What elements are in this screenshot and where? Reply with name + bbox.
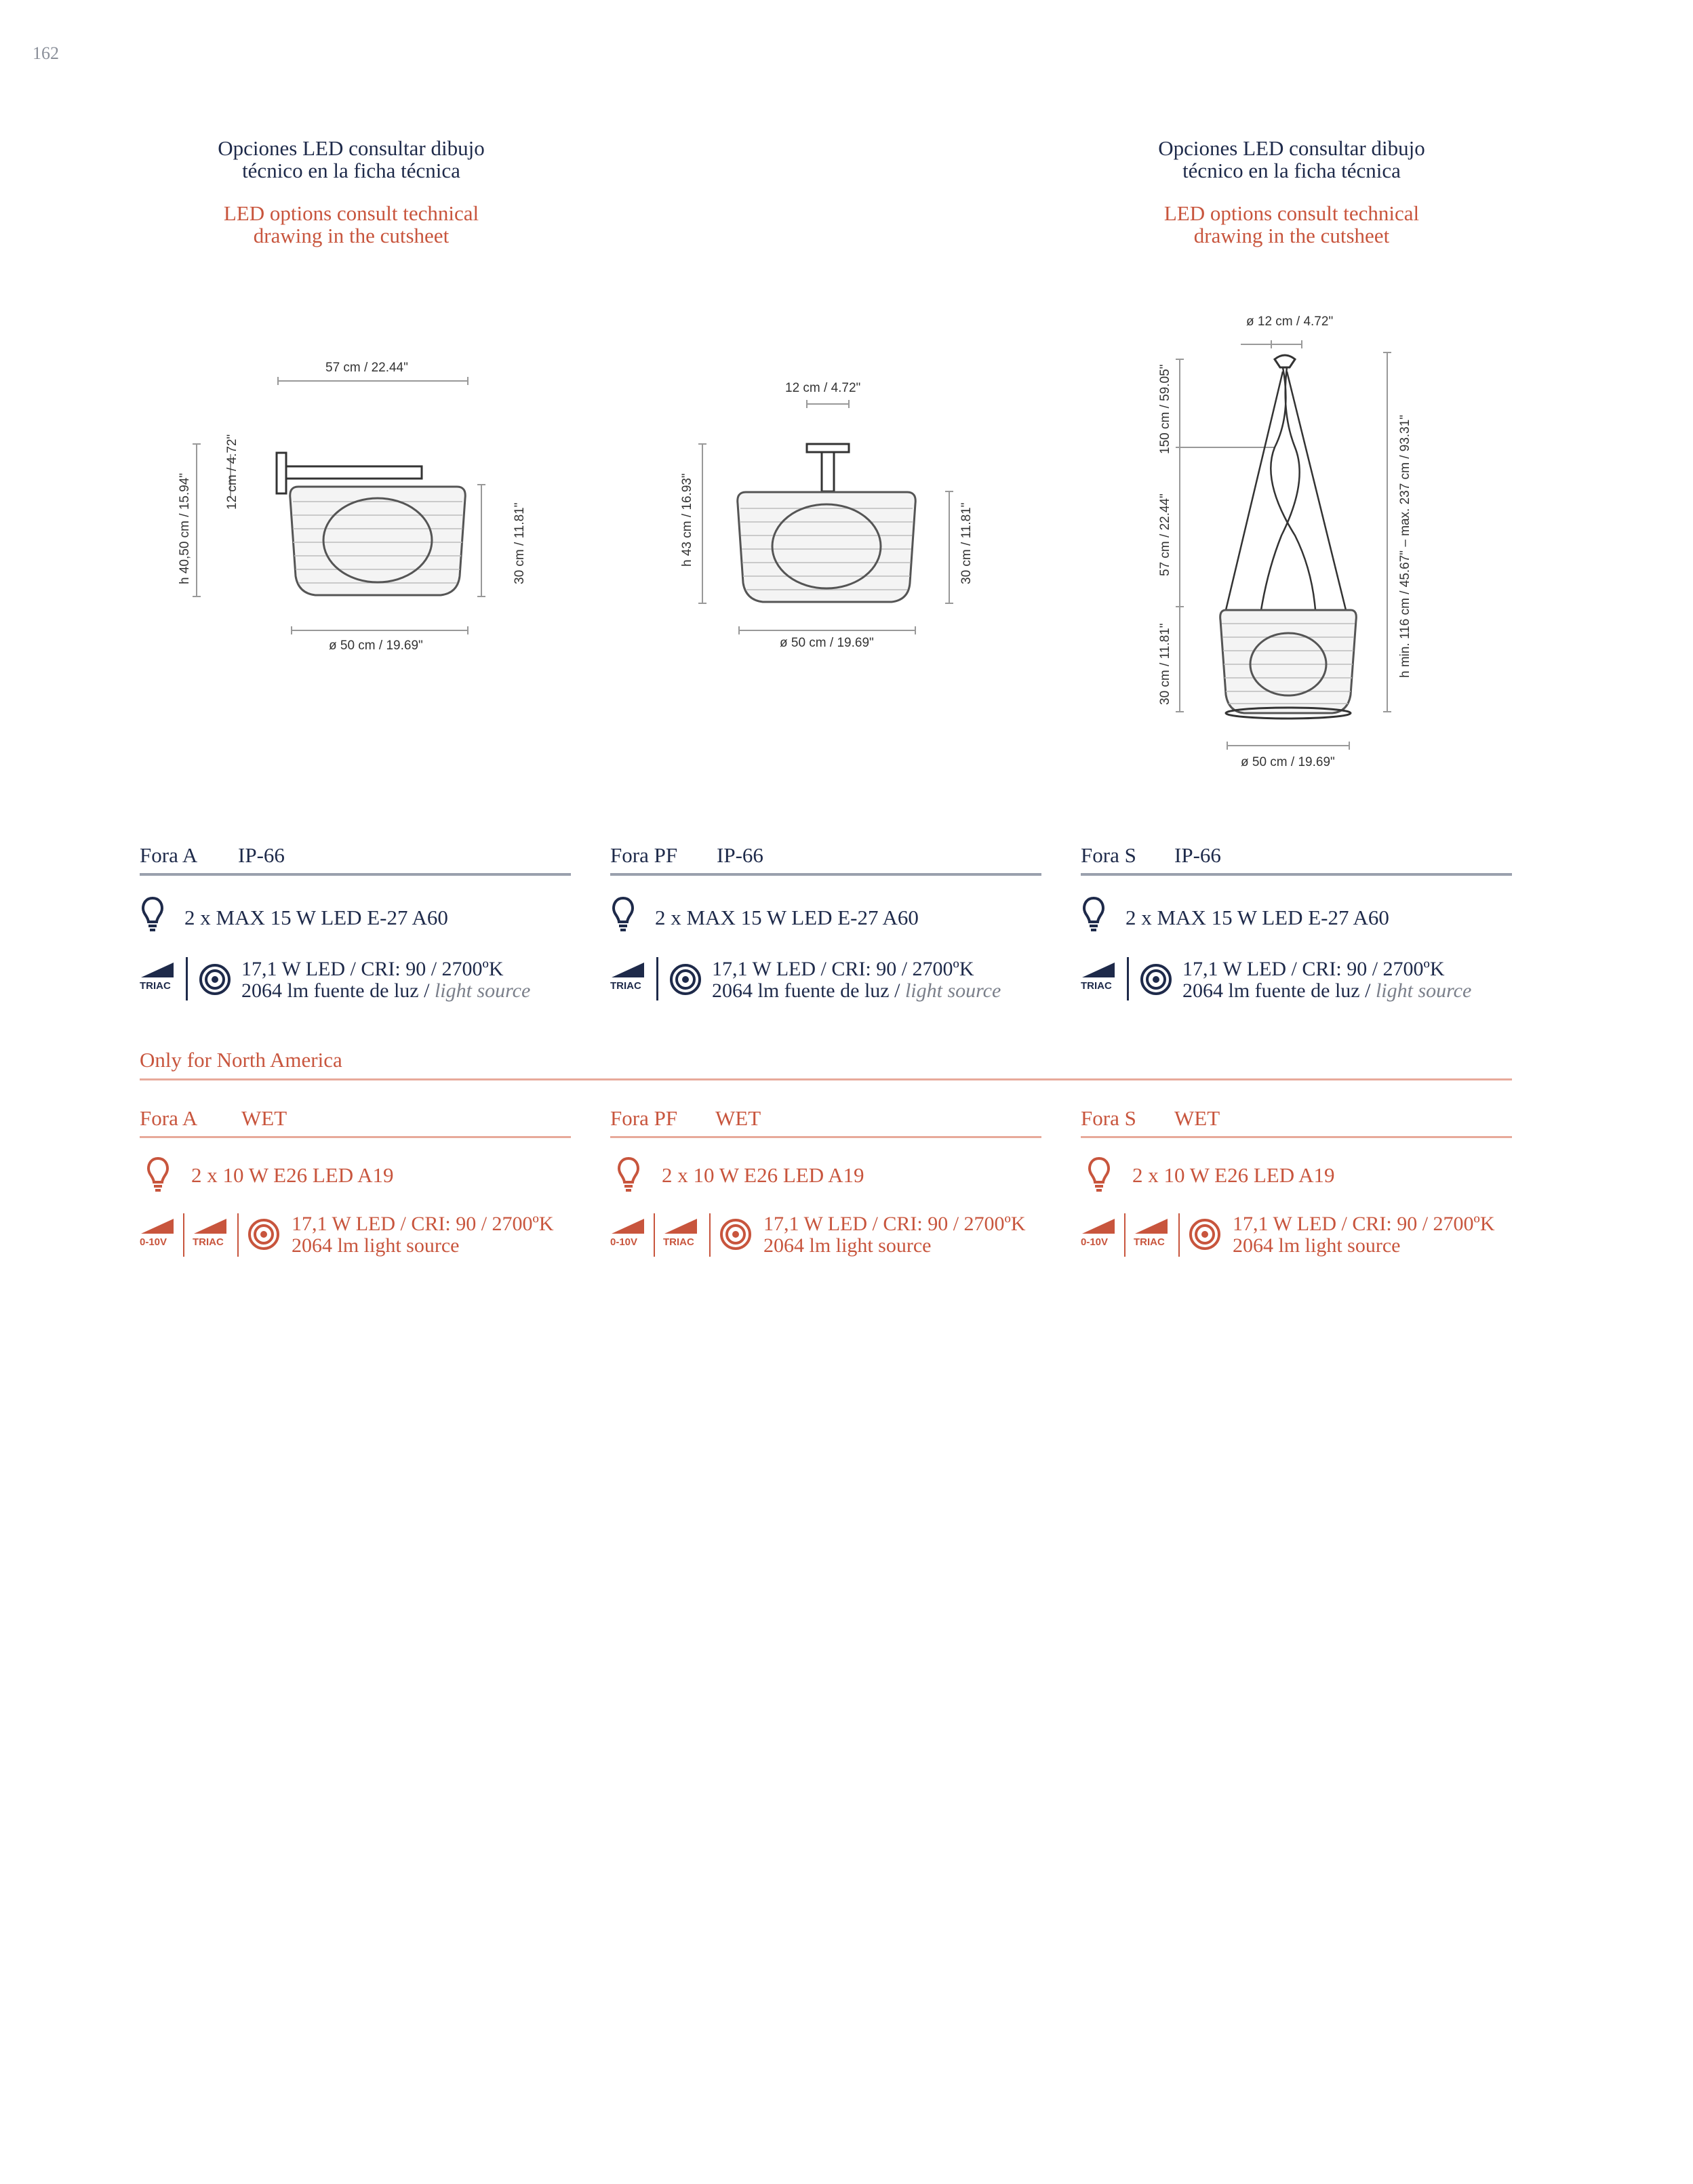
led-spec (241, 958, 530, 1002)
note-es-line2: técnico en la ficha técnica (1182, 159, 1401, 182)
bulb-spec: 2 x 10 W E26 LED A19 (191, 1163, 394, 1187)
zero-ten-label: 0-10V (140, 1236, 167, 1248)
zero-ten-label: 0-10V (610, 1236, 638, 1248)
zero-ten-label: 0-10V (1081, 1236, 1109, 1248)
triac-label: TRIAC (610, 980, 641, 992)
fora-s-top-label: ø 12 cm / 4.72" (1246, 315, 1334, 329)
bulb-spec: 2 x MAX 15 W LED E-27 A60 (1126, 906, 1389, 929)
led-spec (712, 958, 1001, 1002)
fora-a-diameter-label: ø 50 cm / 19.69" (329, 639, 423, 653)
note-es-line2: técnico en la ficha técnica (242, 159, 460, 182)
bulb-spec: 2 x MAX 15 W LED E-27 A60 (184, 906, 448, 929)
led-note-right (1102, 137, 1481, 247)
bulb-icon (1082, 896, 1105, 933)
triac-dimmer-icon (610, 961, 645, 995)
zero-ten-dimmer-icon (140, 1217, 175, 1251)
led-line1: 17,1 W LED / CRI: 90 / 2700ºK (241, 958, 504, 980)
product-header-fora-pf (610, 843, 763, 868)
divider (1127, 957, 1129, 1000)
divider (610, 1136, 1041, 1138)
led-line2-es: 2064 lm fuente de luz / (712, 979, 900, 1002)
led-line1: 17,1 W LED / CRI: 90 / 2700ºK (763, 1213, 1026, 1235)
divider (1124, 1213, 1126, 1257)
bulb-spec: 2 x 10 W E26 LED A19 (1132, 1163, 1335, 1187)
led-line2: 2064 lm light source (1233, 1234, 1401, 1257)
led-line1: 17,1 W LED / CRI: 90 / 2700ºK (292, 1213, 554, 1235)
divider (140, 873, 571, 876)
led-line2-en: light source (1375, 979, 1472, 1002)
fora-s-drawing (1139, 312, 1437, 780)
led-line2: 2064 lm light source (292, 1234, 460, 1257)
product-header-fora-s (1081, 843, 1221, 868)
product-rating: WET (241, 1106, 287, 1130)
product-name: Fora PF (610, 1106, 678, 1130)
divider (183, 1213, 184, 1257)
led-line2-en: light source (434, 979, 531, 1002)
product-name: Fora PF (610, 843, 678, 867)
product-name: Fora S (1081, 843, 1136, 867)
bulb-spec: 2 x 10 W E26 LED A19 (662, 1163, 864, 1187)
note-en-line1: LED options consult technical (1163, 201, 1420, 225)
divider (1178, 1213, 1180, 1257)
bulb-icon (617, 1156, 640, 1193)
fora-pf-shade-height-label: 30 cm / 11.81" (959, 502, 974, 584)
fora-s-diameter-label: ø 50 cm / 19.69" (1241, 755, 1335, 769)
triac-dimmer-icon (193, 1217, 228, 1251)
na-header-fora-s (1081, 1106, 1220, 1131)
north-america-heading: Only for North America (140, 1048, 342, 1072)
led-source-icon (247, 1217, 281, 1251)
divider (656, 957, 658, 1000)
note-es-line1: Opciones LED consultar dibujo (218, 136, 485, 160)
na-header-fora-a (140, 1106, 287, 1131)
led-source-icon (719, 1217, 753, 1251)
triac-label: TRIAC (140, 980, 171, 992)
triac-label: TRIAC (1134, 1236, 1165, 1248)
led-line2: 2064 lm light source (763, 1234, 932, 1257)
led-source-icon (669, 963, 702, 996)
fora-a-width-label: 57 cm / 22.44" (325, 361, 408, 375)
divider (610, 873, 1041, 876)
fora-pf-drawing (671, 380, 970, 664)
product-name: Fora A (140, 1106, 198, 1130)
fora-pf-height-label: h 43 cm / 16.93" (680, 473, 694, 567)
led-source-icon (1188, 1217, 1222, 1251)
led-line1: 17,1 W LED / CRI: 90 / 2700ºK (712, 958, 974, 980)
triac-label: TRIAC (663, 1236, 694, 1248)
led-spec (1233, 1213, 1495, 1257)
led-line1: 17,1 W LED / CRI: 90 / 2700ºK (1182, 958, 1445, 980)
triac-dimmer-icon (140, 961, 175, 995)
divider (186, 957, 188, 1000)
note-en-line2: drawing in the cutsheet (1193, 224, 1390, 247)
divider (709, 1213, 711, 1257)
divider (237, 1213, 239, 1257)
triac-dimmer-icon (1081, 961, 1116, 995)
triac-dimmer-icon (663, 1217, 698, 1251)
led-line2-es: 2064 lm fuente de luz / (1182, 979, 1371, 1002)
fora-pf-top-label: 12 cm / 4.72" (785, 381, 861, 395)
bulb-icon (1088, 1156, 1111, 1193)
product-rating: IP-66 (1174, 843, 1221, 867)
product-rating: IP-66 (717, 843, 763, 867)
fora-a-height-label: h 40,50 cm / 15.94" (178, 472, 192, 584)
fora-a-shade-height-label: 30 cm / 11.81" (513, 502, 527, 584)
fora-s-height-label: h min. 116 cm / 45.67" – max. 237 cm / 93.31" (1398, 414, 1412, 678)
bulb-spec: 2 x MAX 15 W LED E-27 A60 (655, 906, 919, 929)
note-en-line1: LED options consult technical (223, 201, 479, 225)
triac-label: TRIAC (1081, 980, 1112, 992)
bulb-icon (612, 896, 635, 933)
fora-pf-diameter-label: ø 50 cm / 19.69" (780, 636, 874, 650)
page-number: 162 (33, 43, 59, 63)
led-spec (1182, 958, 1471, 1002)
triac-dimmer-icon (1134, 1217, 1169, 1251)
led-spec (763, 1213, 1026, 1257)
product-name: Fora S (1081, 1106, 1136, 1130)
fora-s-mid-label: 57 cm / 22.44" (1158, 493, 1172, 576)
divider (654, 1213, 655, 1257)
note-en-line2: drawing in the cutsheet (253, 224, 450, 247)
bulb-icon (141, 896, 164, 933)
led-line2-en: light source (904, 979, 1001, 1002)
product-rating: WET (715, 1106, 761, 1130)
bulb-icon (146, 1156, 170, 1193)
divider (1081, 1136, 1512, 1138)
led-line2-es: 2064 lm fuente de luz / (241, 979, 430, 1002)
zero-ten-dimmer-icon (1081, 1217, 1116, 1251)
led-note-left (161, 137, 541, 247)
led-source-icon (198, 963, 232, 996)
led-line1: 17,1 W LED / CRI: 90 / 2700ºK (1233, 1213, 1495, 1235)
divider (140, 1136, 571, 1138)
led-source-icon (1139, 963, 1173, 996)
note-es-line1: Opciones LED consultar dibujo (1158, 136, 1425, 160)
product-rating: WET (1174, 1106, 1220, 1130)
na-header-fora-pf (610, 1106, 761, 1131)
triac-label: TRIAC (193, 1236, 224, 1248)
zero-ten-dimmer-icon (610, 1217, 645, 1251)
divider (140, 1078, 1512, 1080)
product-header-fora-a (140, 843, 285, 868)
fora-a-arm-label: 12 cm / 4.72" (225, 434, 239, 510)
product-name: Fora A (140, 843, 198, 867)
divider (1081, 873, 1512, 876)
fora-s-cable-label: 150 cm / 59.05" (1158, 364, 1172, 454)
led-spec (292, 1213, 554, 1257)
product-rating: IP-66 (238, 843, 285, 867)
fora-s-shade-height-label: 30 cm / 11.81" (1158, 623, 1172, 705)
